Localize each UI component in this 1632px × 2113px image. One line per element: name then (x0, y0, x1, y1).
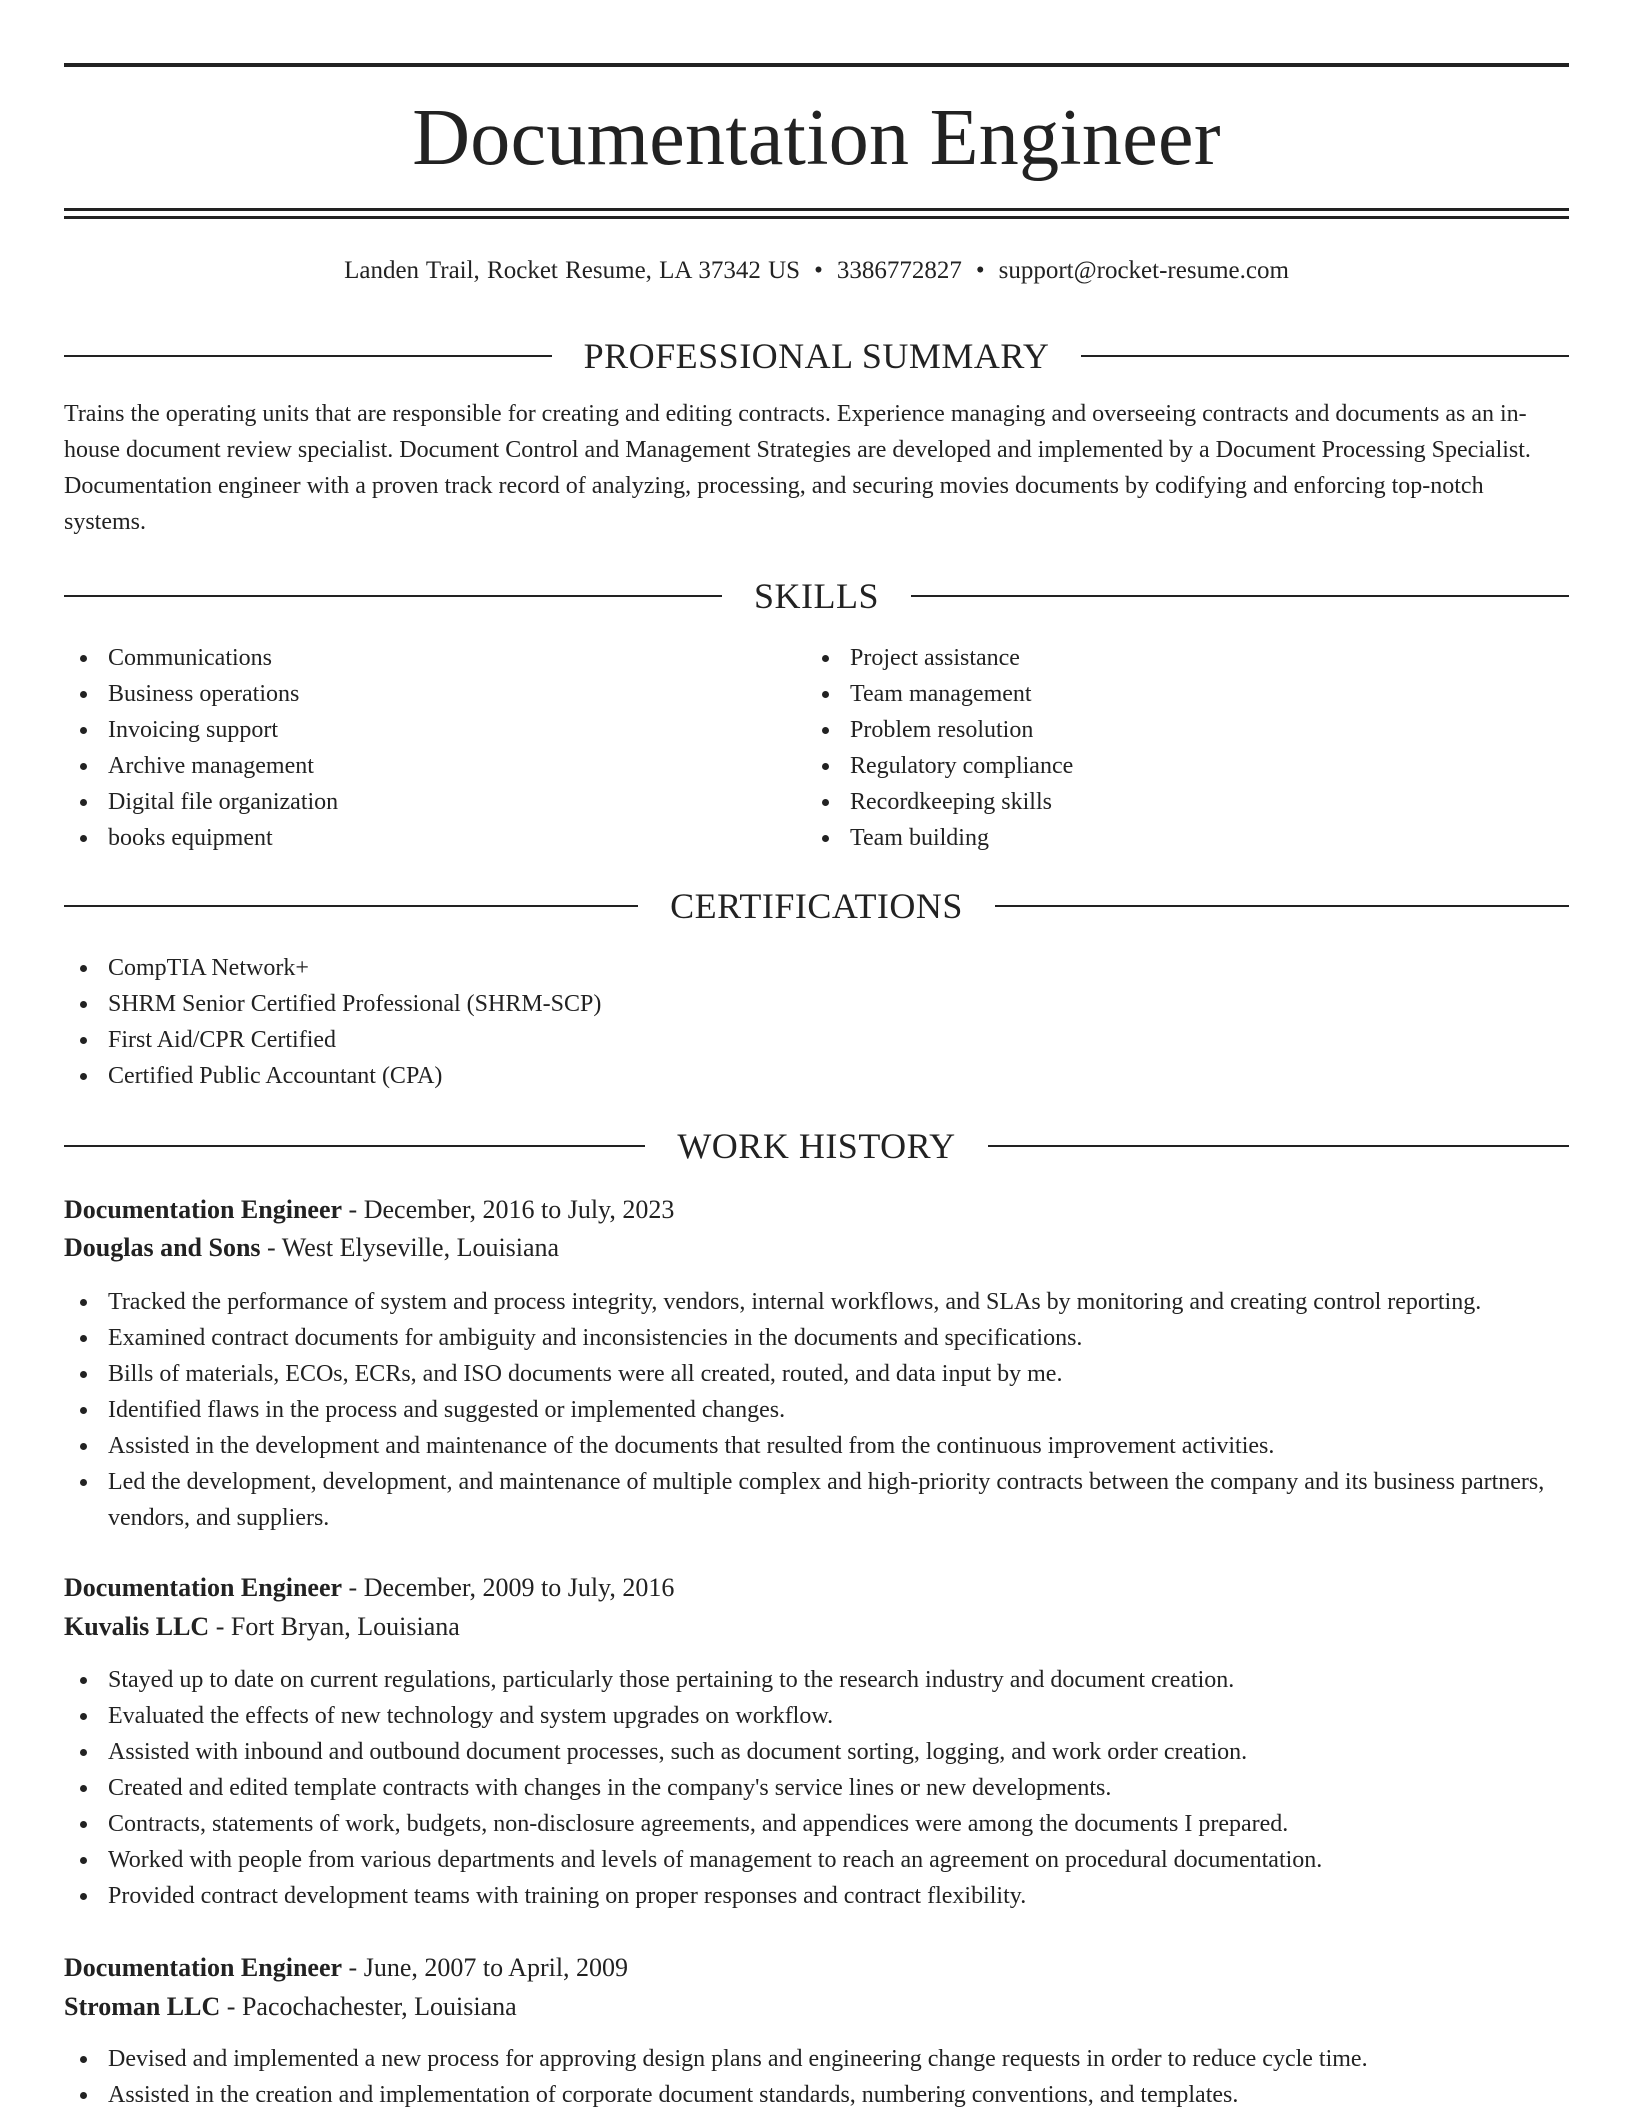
job-dash: - (209, 1612, 231, 1641)
job-bullets (64, 2041, 1569, 2113)
certifications-list (64, 950, 1569, 1094)
skill-item: Communications (64, 640, 804, 676)
job-bullets (64, 1284, 1569, 1536)
job-company: Douglas and Sons (64, 1233, 261, 1262)
skills-column-left (64, 640, 804, 856)
skill-item: books equipment (64, 820, 804, 856)
job-company: Kuvalis LLC (64, 1612, 210, 1641)
section-rule-right (1081, 355, 1569, 357)
job-bullet: Stayed up to date on current regulations, particularly those pertaining to the research industry and document creation. (64, 1662, 1569, 1698)
job-bullets (64, 1662, 1569, 1914)
job-bullet: Created and edited template contracts with changes in the company's service lines or new developments. (64, 1770, 1569, 1806)
section-rule-right (911, 595, 1569, 597)
skill-item: Regulatory compliance (806, 748, 1566, 784)
contact-email[interactable]: support@rocket-resume.com (998, 257, 1289, 284)
skill-item: Digital file organization (64, 784, 804, 820)
job-company-line (64, 1228, 1569, 1268)
job-dash: - (260, 1233, 282, 1262)
section-title-certifications: CERTIFICATIONS (670, 886, 963, 926)
section-rule-left (64, 355, 552, 357)
section-rule-right (995, 905, 1569, 907)
certification-item: SHRM Senior Certified Professional (SHRM-SCP) (64, 986, 1569, 1022)
job-location: Pacochachester, Louisiana (241, 1992, 517, 2021)
job-bullet: Evaluated the effects of new technology and system upgrades on workflow. (64, 1698, 1569, 1734)
job-company: Stroman LLC (64, 1992, 221, 2021)
job-bullet: Bills of materials, ECOs, ECRs, and ISO documents were all created, routed, and data input by me. (64, 1356, 1569, 1392)
job-dates: June, 2007 to April, 2009 (363, 1953, 629, 1982)
job-title-line (64, 1190, 1569, 1230)
job-company-line (64, 1607, 1569, 1647)
skill-item: Problem resolution (806, 712, 1566, 748)
header-double-rule-lower (64, 216, 1569, 219)
section-rule-left (64, 1145, 645, 1147)
section-title-work-history: WORK HISTORY (677, 1126, 956, 1166)
job-title-line (64, 1568, 1569, 1608)
job-company-line (64, 1987, 1569, 2027)
job-dash: - (342, 1195, 364, 1224)
skill-item: Archive management (64, 748, 804, 784)
contact-address: Landen Trail, Rocket Resume, LA 37342 US (344, 257, 801, 284)
certification-item: Certified Public Accountant (CPA) (64, 1058, 1569, 1094)
skill-item: Recordkeeping skills (806, 784, 1566, 820)
section-title-summary: PROFESSIONAL SUMMARY (583, 336, 1050, 376)
header-top-rule (64, 63, 1569, 67)
job-bullet: Led the development, development, and maintenance of multiple complex and high-priority contracts between the company and its business partners, vendors, and suppliers. (64, 1464, 1569, 1536)
job-dash: - (342, 1953, 364, 1982)
job-bullet: Assisted with inbound and outbound document processes, such as document sorting, logging, and work order creation. (64, 1734, 1569, 1770)
job-bullet: Provided contract development teams with training on proper responses and contract flexibility. (64, 1878, 1569, 1914)
skill-item: Team management (806, 676, 1566, 712)
job-dates: December, 2009 to July, 2016 (363, 1573, 675, 1602)
skill-item: Invoicing support (64, 712, 804, 748)
job-location: Fort Bryan, Louisiana (230, 1612, 460, 1641)
job-dash: - (342, 1573, 364, 1602)
certification-item: CompTIA Network+ (64, 950, 1569, 986)
job-title: Documentation Engineer (64, 1953, 343, 1982)
section-header-certifications (64, 884, 1569, 928)
section-title-skills: SKILLS (754, 576, 880, 616)
certification-item: First Aid/CPR Certified (64, 1022, 1569, 1058)
section-header-work-history (64, 1124, 1569, 1168)
job-title: Documentation Engineer (64, 1195, 343, 1224)
skill-item: Team building (806, 820, 1566, 856)
contact-separator: • (814, 257, 823, 284)
job-dates: December, 2016 to July, 2023 (363, 1195, 675, 1224)
job-bullet: Tracked the performance of system and process integrity, vendors, internal workflows, and SLAs by monitoring and creating control reporting. (64, 1284, 1569, 1320)
job-title: Documentation Engineer (64, 1573, 343, 1602)
section-rule-left (64, 905, 638, 907)
contact-phone: 3386772827 (836, 257, 962, 284)
section-rule-right (988, 1145, 1569, 1147)
resume-title: Documentation Engineer (412, 94, 1221, 182)
job-title-line (64, 1948, 1569, 1988)
job-bullet: Assisted in the creation and implementation of corporate document standards, numbering conventions, and templates. (64, 2077, 1569, 2113)
summary-text: Trains the operating units that are responsible for creating and editing contracts. Experience managing and overseeing contracts and documents as an in-house document review specialist. Document Control and Management Strategies are developed and implemented by a Document Processing Specialist. Documentation engineer with a proven track record of analyzing, processing, and securing movies documents by codifying and enforcing top-notch systems. (64, 401, 1531, 535)
contact-line (64, 254, 1569, 288)
skill-item: Project assistance (806, 640, 1566, 676)
job-location: West Elyseville, Louisiana (281, 1233, 560, 1262)
skills-column-right (806, 640, 1566, 856)
section-header-skills (64, 574, 1569, 618)
header-double-rule-upper (64, 208, 1569, 211)
job-bullet: Examined contract documents for ambiguity and inconsistencies in the documents and specifications. (64, 1320, 1569, 1356)
section-header-summary (64, 334, 1569, 378)
job-bullet: Identified flaws in the process and suggested or implemented changes. (64, 1392, 1569, 1428)
section-rule-left (64, 595, 722, 597)
job-bullet: Worked with people from various departments and levels of management to reach an agreement on procedural documentation. (64, 1842, 1569, 1878)
job-dash: - (220, 1992, 242, 2021)
contact-separator: • (975, 257, 985, 284)
job-bullet: Devised and implemented a new process for approving design plans and engineering change requests in order to reduce cycle time. (64, 2041, 1569, 2077)
job-bullet: Contracts, statements of work, budgets, non-disclosure agreements, and appendices were among the documents I prepared. (64, 1806, 1569, 1842)
skill-item: Business operations (64, 676, 804, 712)
job-bullet: Assisted in the development and maintenance of the documents that resulted from the continuous improvement activities. (64, 1428, 1569, 1464)
